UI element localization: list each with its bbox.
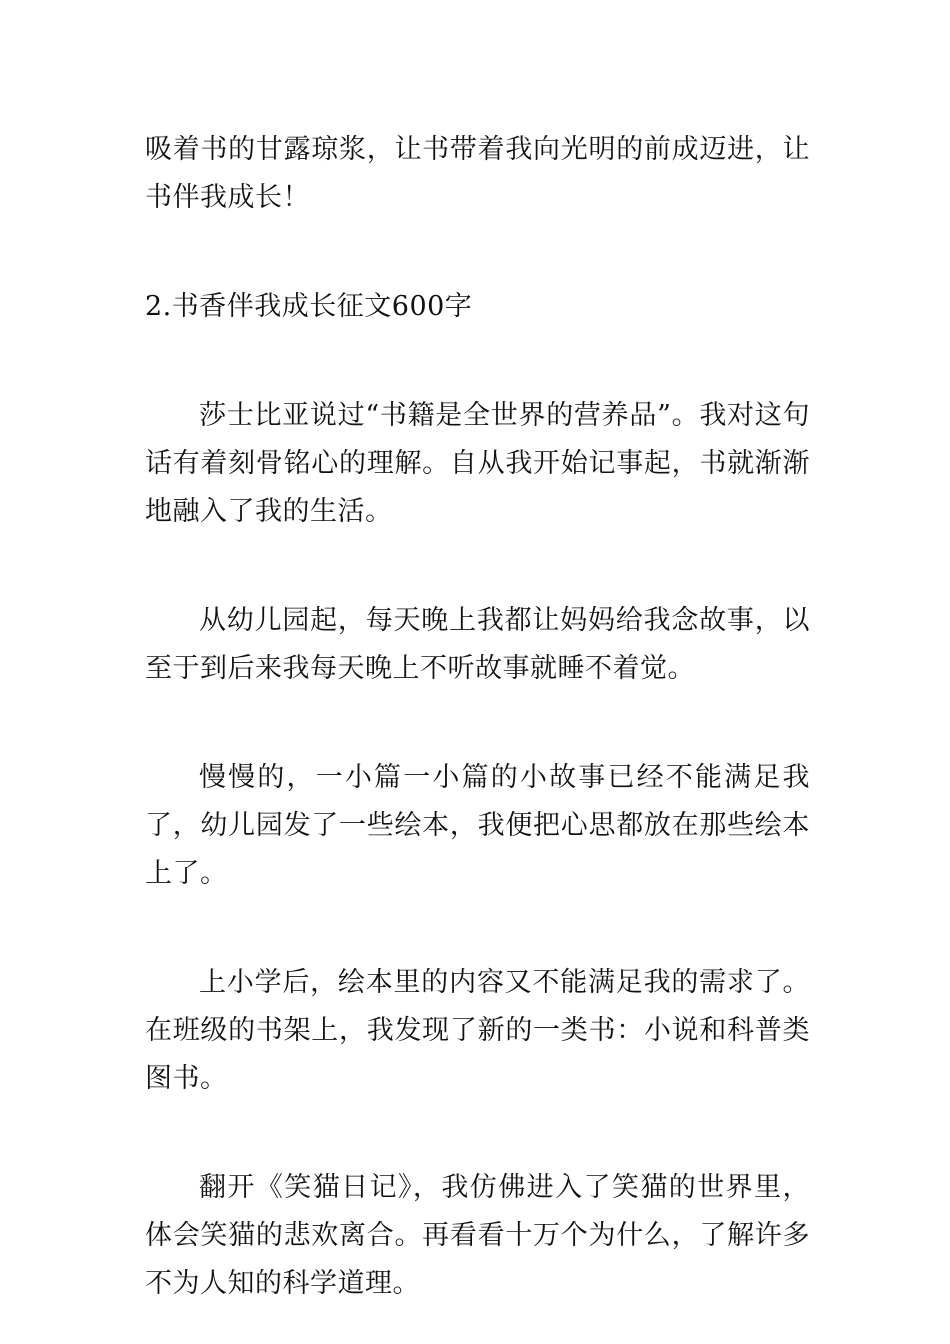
paragraph: 从幼儿园起，每天晚上我都让妈妈给我念故事，以至于到后来我每天晚上不听故事就睡不着觉。 [145,605,810,684]
section-heading: 2.书香伴我成长征文600字 [145,291,473,322]
paragraph-continuation: 吸着书的甘露琼浆，让书带着我向光明的前成迈进，让书伴我成长！ [145,134,810,213]
paragraph: 翻开《笑猫日记》，我仿佛进入了笑猫的世界里，体会笑猫的悲欢离合。再看看十万个为什么，了解许多不为人知的科学道理。 [145,1172,810,1299]
paragraph: 上小学后，绘本里的内容又不能满足我的需求了。在班级的书架上，我发现了新的一类书：小说和科普类图书。 [145,967,810,1094]
paragraph: 莎士比亚说过“书籍是全世界的营养品”。我对这句话有着刻骨铭心的理解。自从我开始记事起，书就渐渐地融入了我的生活。 [145,400,810,527]
document-body [145,126,810,1308]
paragraph: 慢慢的，一小篇一小篇的小故事已经不能满足我了，幼儿园发了一些绘本，我便把心思都放在那些绘本上了。 [145,762,810,889]
